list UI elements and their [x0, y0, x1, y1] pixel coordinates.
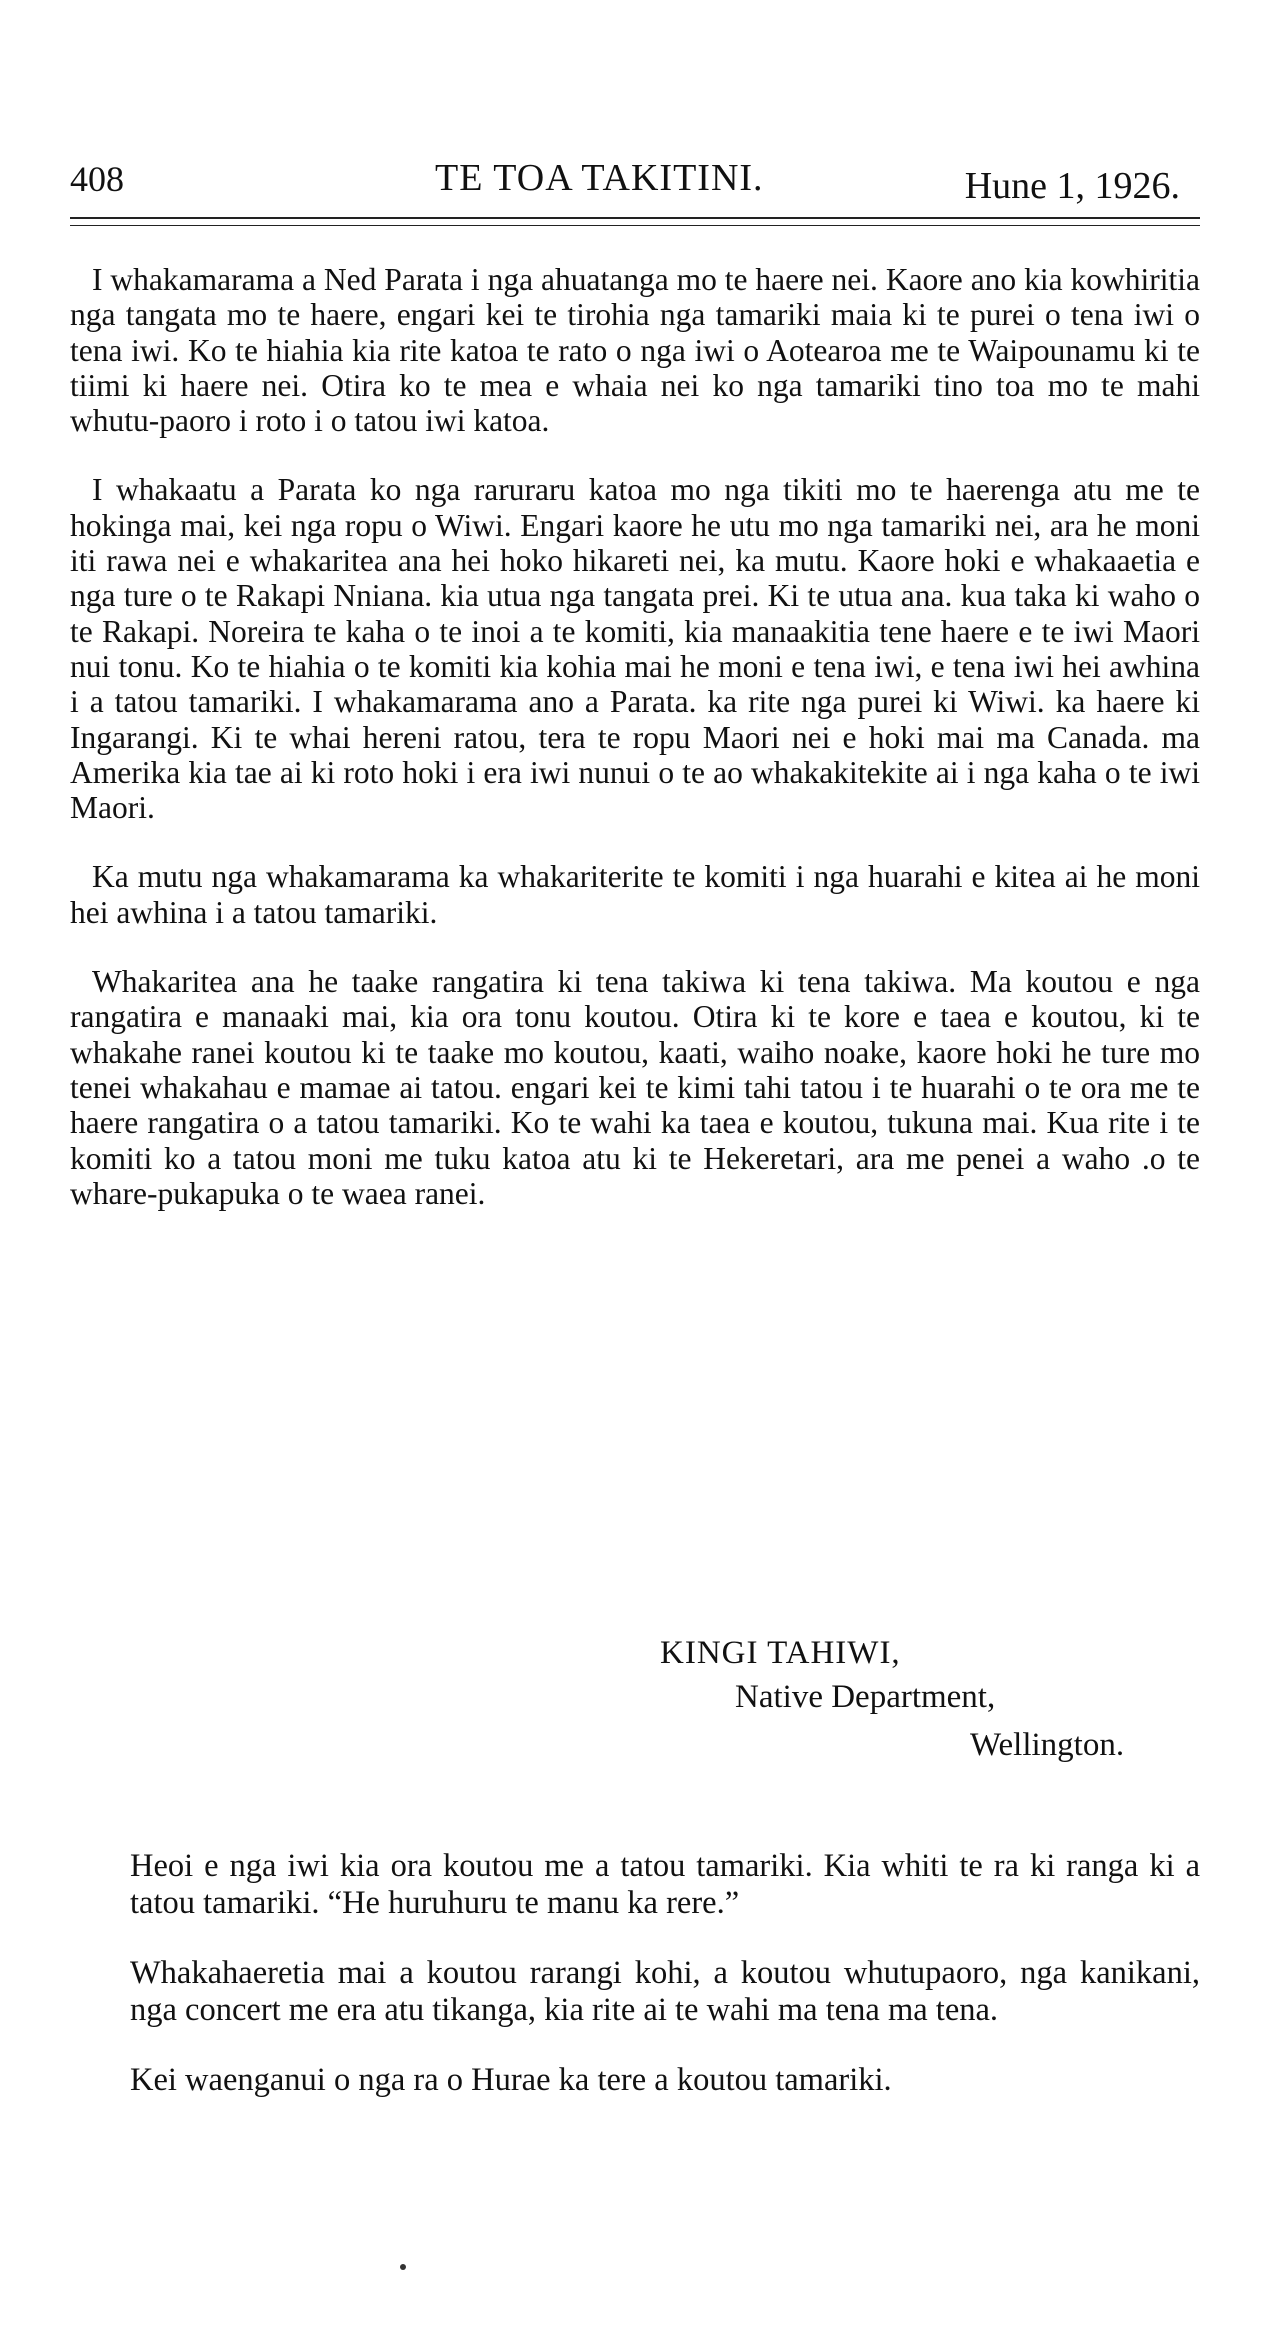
page-number: 408: [70, 159, 124, 199]
closing-section: [130, 1848, 1200, 2132]
issue-date: Hune 1, 1926.: [964, 165, 1180, 207]
closing-paragraph: Kei waenganui o nga ra o Hurae ka tere a koutou tamariki.: [130, 2062, 892, 2098]
closing-paragraph: Whakahaeretia mai a koutou rarangi kohi, a koutou whutupaoro, nga kanikani, nga concert me era atu tikanga, kia rite ai te wahi ma tena ma tena.: [130, 1955, 1200, 2028]
body-paragraph: I whakaatu a Parata ko nga raruraru katoa mo nga tikiti mo te haerenga atu me te hokinga mai, kei nga ropu o Wiwi. Engari kaore he utu mo nga tamariki nei, ara he moni iti rawa nei e whakaritea ana hei hoko hikareti nei, ka mutu. Kaore hoki e whakaaetia e nga ture o te Rakapi Nniana. kia utua nga tangata prei. Ki te utua ana. kua taka ki waho o te Rakapi. Noreira te kaha o te inoi a te komiti, kia manaakitia tene haere e te iwi Maori nui tonu. Ko te hiahia o te komiti kia kohia mai he moni e tena iwi, e tena iwi hei awhina i a tatou tamariki. I whakamarama ano a Parata. ka rite nga purei ki Wiwi. ka haere ki Ingarangi. Ki te whai hereni ratou, tera te ropu Maori nei e hoki mai ma Canada. ma Amerika kia tae ai ki roto hoki i era iwi nunui o te ao whakakitekite ai i nga kaha o te iwi Maori.: [70, 472, 1200, 826]
print-dot: [400, 2264, 406, 2270]
article-body: [70, 262, 1200, 1245]
body-paragraph: Whakaritea ana he taake rangatira ki tena takiwa ki tena takiwa. Ma koutou e nga rangatira e manaaki mai, kia ora tonu koutou. Otira ki te kore e taea e koutou, ki te whakahe ranei koutou ki te taake mo koutou, kaati, waiho noake, kaore hoki he ture mo tenei whakahau e mamae ai tatou. engari kei te kimi tahi tatou i te huarahi o te ora me te haere rangatira o a tatou tamariki. Ko te wahi ka taea e koutou, tukuna mai. Kua rite i te komiti ko a tatou moni me tuku katoa atu ki te Hekeretari, ara me penei a waho .o te whare-pukapuka o te waea ranei.: [70, 964, 1200, 1211]
closing-paragraph: Heoi e nga iwi kia ora koutou me a tatou tamariki. Kia whiti te ra ki ranga ki a tatou tamariki. “He huruhuru te manu ka rere.”: [130, 1848, 1200, 1921]
body-paragraph: I whakamarama a Ned Parata i nga ahuatanga mo te haere nei. Kaore ano kia kowhiritia nga tangata mo te haere, engari kei te tirohia nga tamariki maia ki te purei o tena iwi o tena iwi. Ko te hiahia kia rite katoa te rato o nga iwi o Aotearoa me te Waipounamu ki te tiimi ki haere nei. Otira ko te mea e whaia nei ko nga tamariki tino toa mo te mahi whutu-paoro i roto i o tatou iwi katoa.: [70, 262, 1200, 439]
signatory-department: Native Department,: [735, 1679, 996, 1715]
header-rule: [70, 217, 1200, 219]
page-header: [70, 150, 1200, 210]
header-rule-thin: [70, 225, 1200, 226]
body-paragraph: Ka mutu nga whakamarama ka whakariterite te komiti i nga huarahi e kitea ai he moni hei awhina i a tatou tamariki.: [70, 859, 1200, 930]
signatory-place: Wellington.: [970, 1727, 1125, 1763]
running-title: TE TOA TAKITINI.: [435, 157, 764, 199]
document-page: [70, 0, 1200, 2352]
signatory-name: KINGI TAHIWI,: [660, 1635, 901, 1671]
